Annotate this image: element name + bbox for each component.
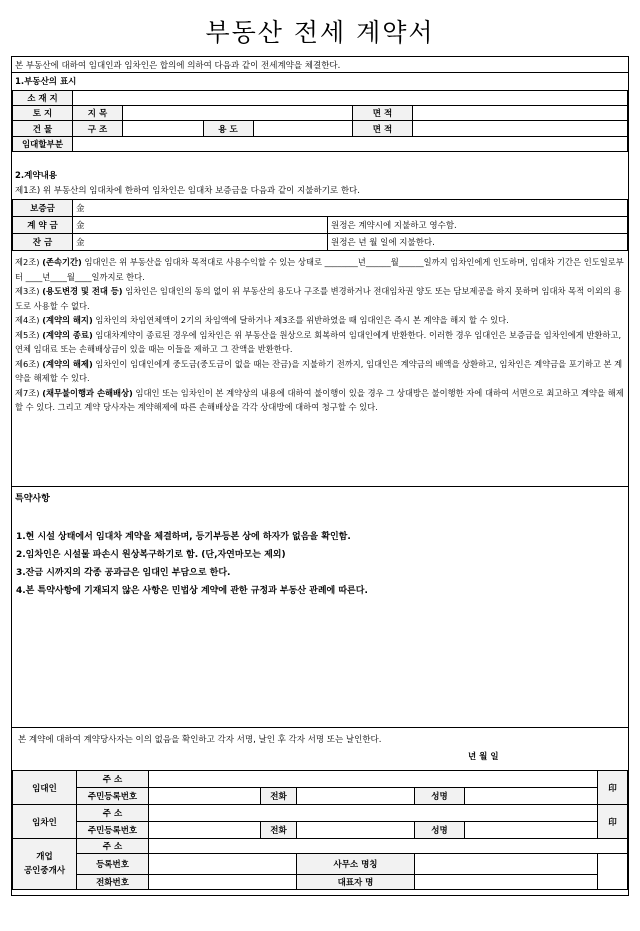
land-category-field[interactable] [123,106,353,121]
tenant-id-field[interactable] [149,822,261,839]
tenant-phone-label: 전화 [261,822,297,839]
address-label: 소 재 지 [13,91,73,106]
landlord-id-field[interactable] [149,788,261,805]
agent-office-field[interactable] [415,854,598,875]
special-item: 1.현 시설 상태에서 임대차 계약을 체결하며, 등기부등본 상에 하자가 없음을 확인함. [16,532,351,542]
agent-phone-field[interactable] [149,875,297,890]
document-title: 부동산 전세 계약서 [205,18,435,47]
land-area-field[interactable] [413,106,628,121]
special-item: 4.본 특약사항에 기재되지 않은 사항은 민법상 계약에 관한 규정과 부동산 관례에 따른다. [16,586,368,596]
agent-rep-label: 대표자 명 [297,875,415,890]
section2-heading: 2.계약내용 [15,171,57,181]
clause-item: 제2조) (존속기간) 임대인은 위 부동산을 임대차 목적대로 사용수익할 수 있는 상태로 ________년______월______일까지 임차인에게 인도하며, 임대차 기간은 인도일로부터 ____년____월____일까지로 한다. [15,257,624,282]
payment-table [12,199,628,251]
clause-list [15,255,625,415]
special-heading: 특약사항 [15,494,50,504]
tenant-name-label: 성명 [415,822,465,839]
lease-part-label: 임대할부분 [13,137,73,152]
tenant-id-label: 주민등록번호 [77,822,149,839]
clause-item: 제7조) (채무불이행과 손해배상) 임대인 또는 임차인이 본 계약상의 내용에 대하여 불이행이 있을 경우 그 상대방은 불이행한 자에 대하여 서면으로 최고하고 계약을 해제 할 수 있다. 그리고 계약 당사자는 계약해제에 따른 손해배상을 각각 상대방에 대하여 청구할 수 있다. [15,387,624,412]
intro-text: 본 부동산에 대하여 임대인과 임차인은 합의에 의하여 다음과 같이 전세계약을 체결한다. [15,61,341,71]
agent-office-label: 사무소 명칭 [297,854,415,875]
special-item: 3.잔금 시까지의 각종 공과금은 임대인 부담으로 한다. [16,568,231,578]
balance-label: 잔 금 [13,234,73,251]
tenant-name-field[interactable] [465,822,598,839]
contract-deposit-label: 계 약 금 [13,217,73,234]
landlord-name-label: 성명 [415,788,465,805]
landlord-address-label: 주 소 [77,771,149,788]
land-category-label: 지 목 [73,106,123,121]
building-area-field[interactable] [413,121,628,137]
special-item: 2.임차인은 시설물 파손시 원상복구하기로 함. (단,자연마모는 제외) [16,550,286,560]
land-area-label: 면 적 [353,106,413,121]
agent-rep-field[interactable] [415,875,598,890]
clause-item: 제3조) (용도변경 및 전대 등) 임차인은 임대인의 동의 없이 위 부동산의 용도나 구조를 변경하거나 전대임차권 양도 또는 담보제공을 하지 못하며 임대차 목적 이외의 용도로 사용할 수 없다. [15,286,622,311]
building-label: 건 물 [13,121,73,137]
landlord-label: 임대인 [13,771,77,805]
lease-part-field[interactable] [73,137,628,152]
landlord-address-field[interactable] [149,771,598,788]
agent-address-field[interactable] [149,839,628,854]
landlord-phone-label: 전화 [261,788,297,805]
agent-reg-label: 등록번호 [77,854,149,875]
clause-item: 제6조) (계약의 해제) 임차인이 임대인에게 중도금(중도금이 없을 때는 잔금)을 지불하기 전까지, 임대인은 계약금의 배액을 상환하고, 임차인은 계약금을 포기하고 본 계약을 해제할 수 있다. [15,358,623,383]
closing-text: 본 계약에 대하여 계약당사자는 이의 없음을 확인하고 각자 서명, 날인 후 각자 서명 또는 날인한다. [18,735,382,745]
tenant-seal: 印 [598,805,628,839]
clause-item: 제5조) (계약의 종료) 임대차계약이 종료된 경우에 임차인은 위 부동산을 원상으로 회복하여 임대인에게 반환한다. 이러한 경우 임대인은 보증금을 임차인에게 반환하고, 연체 임대료 또는 손해배상금이 있을 때는 이들을 제하고 그 잔액을 반환한다. [15,329,622,354]
structure-label: 구 조 [73,121,123,137]
land-label: 토 지 [13,106,73,121]
contract-deposit-note: 원정은 계약시에 지불하고 영수함. [328,217,628,234]
agent-reg-field[interactable] [149,854,297,875]
tenant-label: 임차인 [13,805,77,839]
landlord-phone-field[interactable] [297,788,415,805]
clause1-text: 제1조) 위 부동산의 임대차에 한하여 임차인은 임대차 보증금을 다음과 같이 지불하기로 한다. [15,186,360,196]
parties-table [12,770,628,890]
date-line: 년 월 일 [468,752,499,762]
agent-label: 개업 공인중개사 [13,839,77,890]
use-label: 용 도 [203,121,253,136]
property-table [12,90,628,152]
building-area-label: 면 적 [353,121,413,137]
agent-phone-label: 전화번호 [77,875,149,890]
tenant-address-field[interactable] [149,805,598,822]
landlord-seal: 印 [598,771,628,805]
structure-field[interactable] [123,121,203,136]
landlord-name-field[interactable] [465,788,598,805]
section1-heading: 1.부동산의 표시 [15,77,77,87]
agent-address-label: 주 소 [77,839,149,854]
tenant-address-label: 주 소 [77,805,149,822]
landlord-id-label: 주민등록번호 [77,788,149,805]
address-field[interactable] [73,91,628,106]
use-field[interactable] [253,121,352,136]
balance-field[interactable]: 金 [73,234,328,251]
contract-form [11,56,629,896]
contract-deposit-field[interactable]: 金 [73,217,328,234]
tenant-phone-field[interactable] [297,822,415,839]
clause-item: 제4조) (계약의 해지) 임차인의 차임연체액이 2기의 차임액에 달하거나 제3조를 위반하였을 때 임대인은 즉시 본 계약을 해지 할 수 있다. [15,315,509,325]
deposit-label: 보증금 [13,200,73,217]
deposit-field[interactable]: 金 [73,200,628,217]
balance-note: 원정은 년 월 일에 지불한다. [328,234,628,251]
